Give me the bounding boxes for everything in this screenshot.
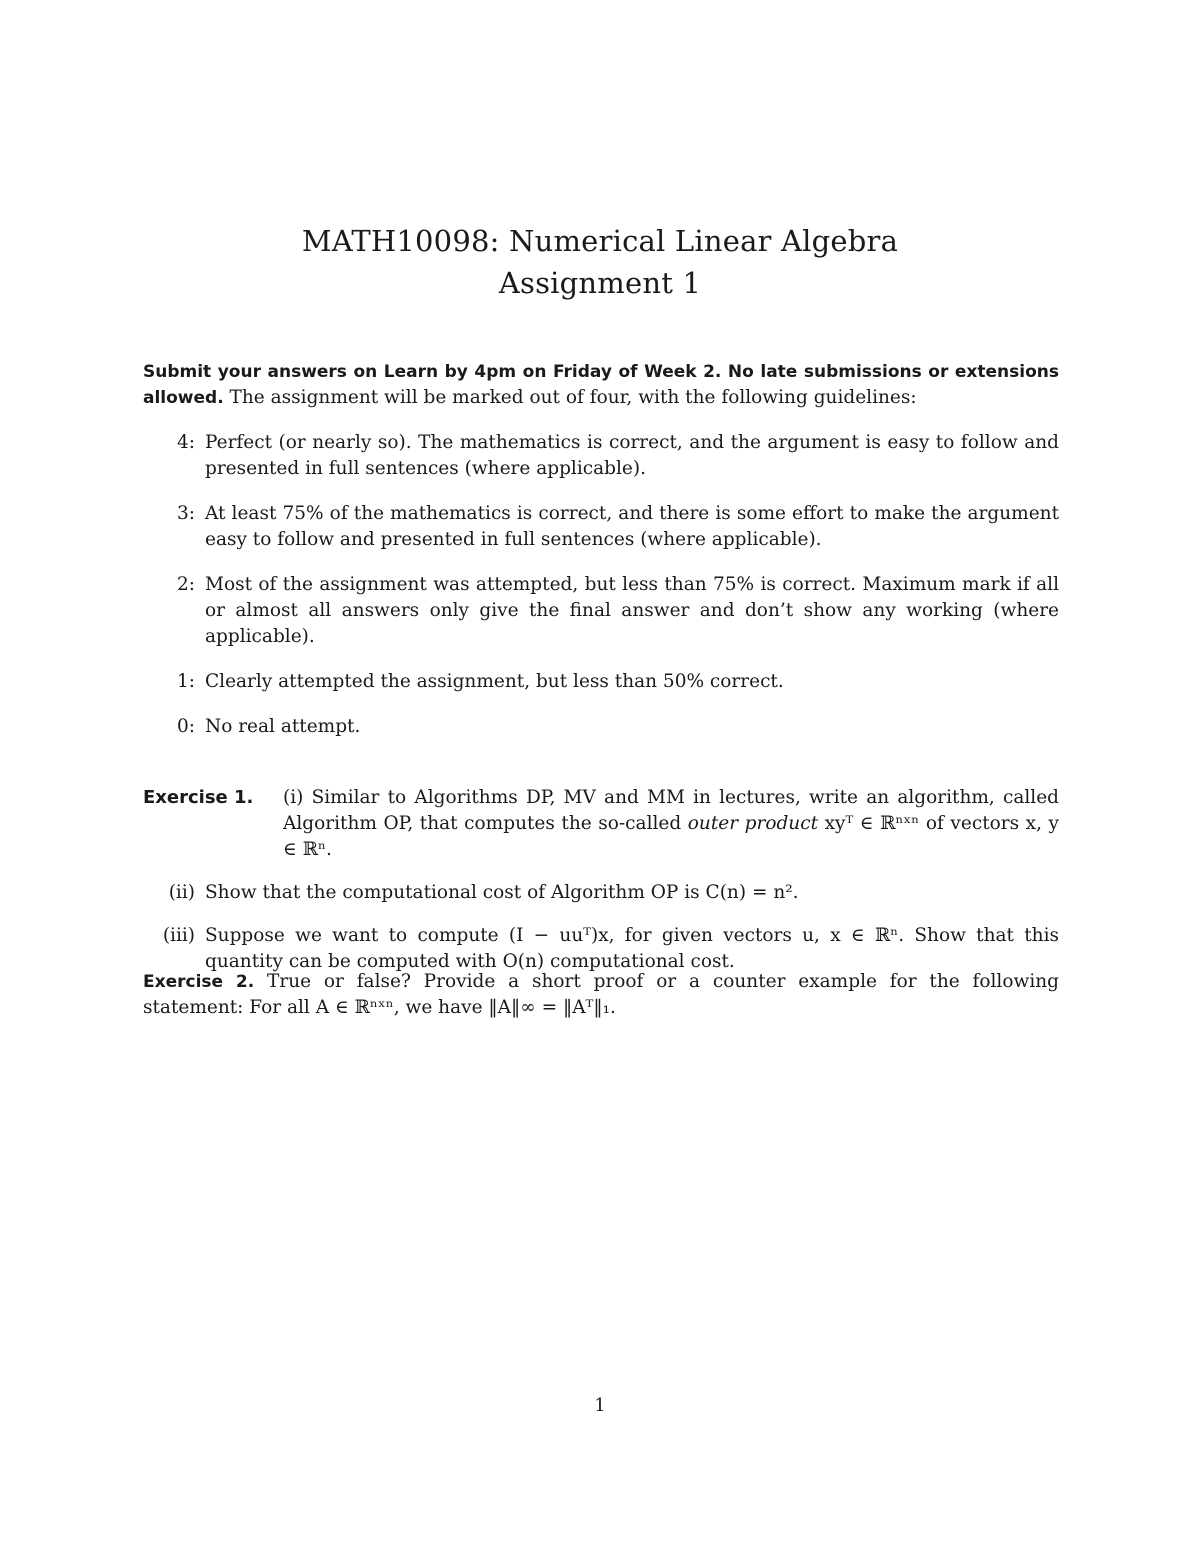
grade-item xyxy=(143,669,1059,695)
grade-description: Perfect (or nearly so). The mathematics is correct, and the argument is easy to follow and presented in full sentences (where applicable). xyxy=(205,432,1059,479)
assignment-title: Assignment 1 xyxy=(498,266,702,300)
grade-score: 0: xyxy=(176,716,195,737)
part-iii-label: (iii) xyxy=(162,925,195,946)
grade-item xyxy=(143,714,1059,740)
exercise-2-text: True or false? Provide a short proof or a counter example for the following statement: For all A ∈ ℝⁿˣⁿ, we have ‖A‖∞ = ‖Aᵀ‖₁. xyxy=(143,971,1059,1018)
grade-item xyxy=(143,430,1059,482)
exercise-2-heading: Exercise 2. xyxy=(143,972,255,992)
exercise-1-part-iii xyxy=(143,923,1059,975)
submission-deadline: Submit your answers on Learn by 4pm on Friday of Week 2. No late submissions or extensions allowed. xyxy=(143,362,1059,408)
grade-item xyxy=(143,572,1059,650)
part-i-text-b: xyᵀ ∈ ℝⁿˣⁿ of vectors x, y ∈ ℝⁿ. xyxy=(283,813,1060,860)
grade-description: No real attempt. xyxy=(205,716,361,737)
submission-instructions xyxy=(143,359,1059,411)
grade-description: Most of the assignment was attempted, but less than 75% is correct. Maximum mark if all or almost all answers only give the final answer and don’t show any working (where applicable). xyxy=(205,574,1059,647)
grade-description: At least 75% of the mathematics is correct, and there is some effort to make the argument easy to follow and presented in full sentences (where applicable). xyxy=(205,503,1059,550)
exercise-1-part-i xyxy=(143,785,1059,863)
grade-description: Clearly attempted the assignment, but less than 50% correct. xyxy=(205,671,784,692)
part-ii-text: Show that the computational cost of Algorithm OP is C(n) = n². xyxy=(205,882,799,903)
marking-note: The assignment will be marked out of four, with the following guidelines: xyxy=(223,387,917,408)
title-block xyxy=(0,220,1200,304)
part-ii-label: (ii) xyxy=(168,882,195,903)
grade-score: 1: xyxy=(176,671,195,692)
course-title: MATH10098: Numerical Linear Algebra xyxy=(301,224,899,258)
grade-item xyxy=(143,501,1059,553)
grade-score: 4: xyxy=(176,432,195,453)
exercise-1 xyxy=(143,785,1059,975)
exercise-1-part-ii xyxy=(143,880,1059,906)
part-i-label: (i) xyxy=(283,787,304,808)
page-number: 1 xyxy=(594,1395,606,1416)
exercise-1-part-i-body xyxy=(283,785,1059,863)
grade-score: 3: xyxy=(176,503,195,524)
part-i-text-a: Similar to Algorithms DP, MV and MM in lectures, write an algorithm, called Algorithm OP, that computes the so-called xyxy=(283,787,1059,834)
outer-product-term: outer product xyxy=(687,813,819,834)
marking-guidelines xyxy=(143,430,1059,759)
exercise-2 xyxy=(143,969,1059,1021)
exercise-1-heading: Exercise 1. xyxy=(143,787,254,808)
part-iii-text: Suppose we want to compute (I − uuᵀ)x, for given vectors u, x ∈ ℝⁿ. Show that this quantity can be computed with O(n) computational cost. xyxy=(205,925,1059,972)
grade-score: 2: xyxy=(176,574,195,595)
